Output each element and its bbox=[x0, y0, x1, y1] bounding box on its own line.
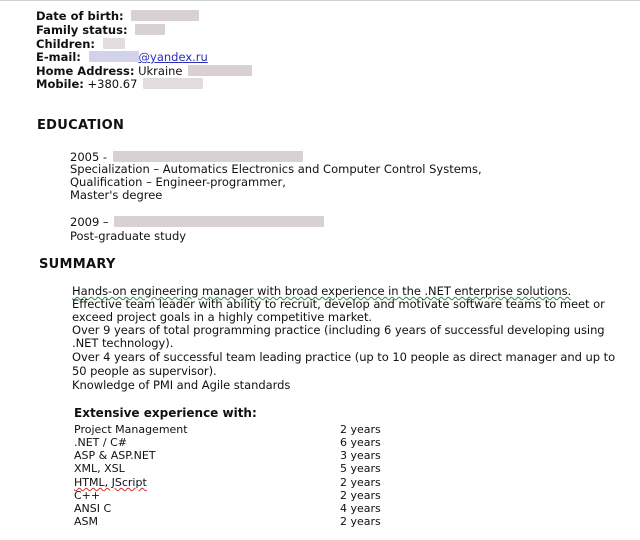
date-of-birth-row bbox=[36, 9, 199, 23]
experience-skill: Project Management bbox=[74, 423, 188, 436]
education-year-2005: 2005 - bbox=[70, 150, 108, 164]
home-address-label: Home Address: bbox=[36, 64, 135, 78]
redacted-email-user bbox=[89, 51, 139, 62]
experience-row bbox=[74, 476, 404, 489]
education-specialization: Specialization – Automatics Electronics and Computer Control Systems, bbox=[70, 162, 482, 176]
experience-skill: ASP & ASP.NET bbox=[74, 449, 156, 462]
education-year-2009: 2009 – bbox=[70, 215, 109, 229]
redacted-mobile-number bbox=[143, 78, 203, 89]
summary-line: 50 people as supervisor). bbox=[72, 364, 217, 378]
redacted-family-status bbox=[135, 24, 165, 35]
experience-row bbox=[74, 436, 404, 449]
redacted-university-name bbox=[113, 151, 303, 162]
experience-years: 2 years bbox=[340, 476, 381, 489]
experience-heading: Extensive experience with: bbox=[74, 406, 257, 420]
experience-years: 6 years bbox=[340, 436, 381, 449]
redacted-date-of-birth bbox=[131, 10, 199, 21]
education-postgrad: Post-graduate study bbox=[70, 229, 187, 243]
home-address-row bbox=[36, 64, 252, 78]
experience-row bbox=[74, 449, 404, 462]
experience-skill: XML, XSL bbox=[74, 462, 125, 475]
education-entry-year bbox=[70, 215, 324, 229]
experience-row bbox=[74, 489, 404, 502]
summary-line: Hands-on engineering manager with broad experience in the .NET enterprise solutions. bbox=[72, 284, 572, 298]
summary-line: Over 9 years of total programming practice (including 6 years of successful developing using bbox=[72, 323, 605, 337]
email-label: E-mail: bbox=[36, 50, 81, 64]
summary-line: .NET technology). bbox=[72, 336, 174, 350]
children-row bbox=[36, 37, 125, 51]
summary-line: Knowledge of PMI and Agile standards bbox=[72, 378, 291, 392]
experience-years: 3 years bbox=[340, 449, 381, 462]
education-heading: EDUCATION bbox=[37, 118, 125, 133]
family-status-row bbox=[36, 23, 165, 37]
page-top-border bbox=[0, 0, 640, 1]
summary-line: Effective team leader with ability to recruit, develop and motivate software teams to meet or bbox=[72, 297, 605, 311]
redacted-postgrad-institution bbox=[114, 216, 324, 227]
mobile-row bbox=[36, 77, 203, 91]
email-link[interactable]: @yandex.ru bbox=[138, 50, 208, 64]
experience-row bbox=[74, 423, 404, 436]
experience-skill: ASM bbox=[74, 515, 98, 528]
email-row bbox=[36, 50, 208, 64]
home-address-value: Ukraine bbox=[138, 64, 183, 78]
date-of-birth-label: Date of birth: bbox=[36, 9, 124, 23]
children-label: Children: bbox=[36, 37, 95, 51]
experience-skill: ANSI C bbox=[74, 502, 112, 515]
redacted-children bbox=[103, 38, 125, 49]
experience-row bbox=[74, 515, 404, 528]
mobile-prefix: +380.67 bbox=[87, 77, 138, 91]
experience-years: 5 years bbox=[340, 462, 381, 475]
education-qualification: Qualification – Engineer-programmer, bbox=[70, 175, 286, 189]
experience-skill: C++ bbox=[74, 489, 101, 502]
experience-skill: .NET / C# bbox=[74, 436, 127, 449]
mobile-label: Mobile: bbox=[36, 77, 84, 91]
experience-years: 2 years bbox=[340, 515, 381, 528]
experience-years: 2 years bbox=[340, 489, 381, 502]
experience-row bbox=[74, 462, 404, 475]
education-degree: Master's degree bbox=[70, 188, 163, 202]
experience-years: 2 years bbox=[340, 423, 381, 436]
experience-skill: HTML, JScript bbox=[74, 476, 147, 489]
experience-years: 4 years bbox=[340, 502, 381, 515]
summary-line: Over 4 years of successful team leading practice (up to 10 people as direct manager and up to bbox=[72, 350, 616, 364]
experience-row bbox=[74, 502, 404, 515]
summary-heading: SUMMARY bbox=[39, 257, 116, 272]
redacted-home-address bbox=[188, 65, 252, 76]
summary-line: exceed project goals in a highly competitive market. bbox=[72, 310, 373, 324]
family-status-label: Family status: bbox=[36, 23, 128, 37]
